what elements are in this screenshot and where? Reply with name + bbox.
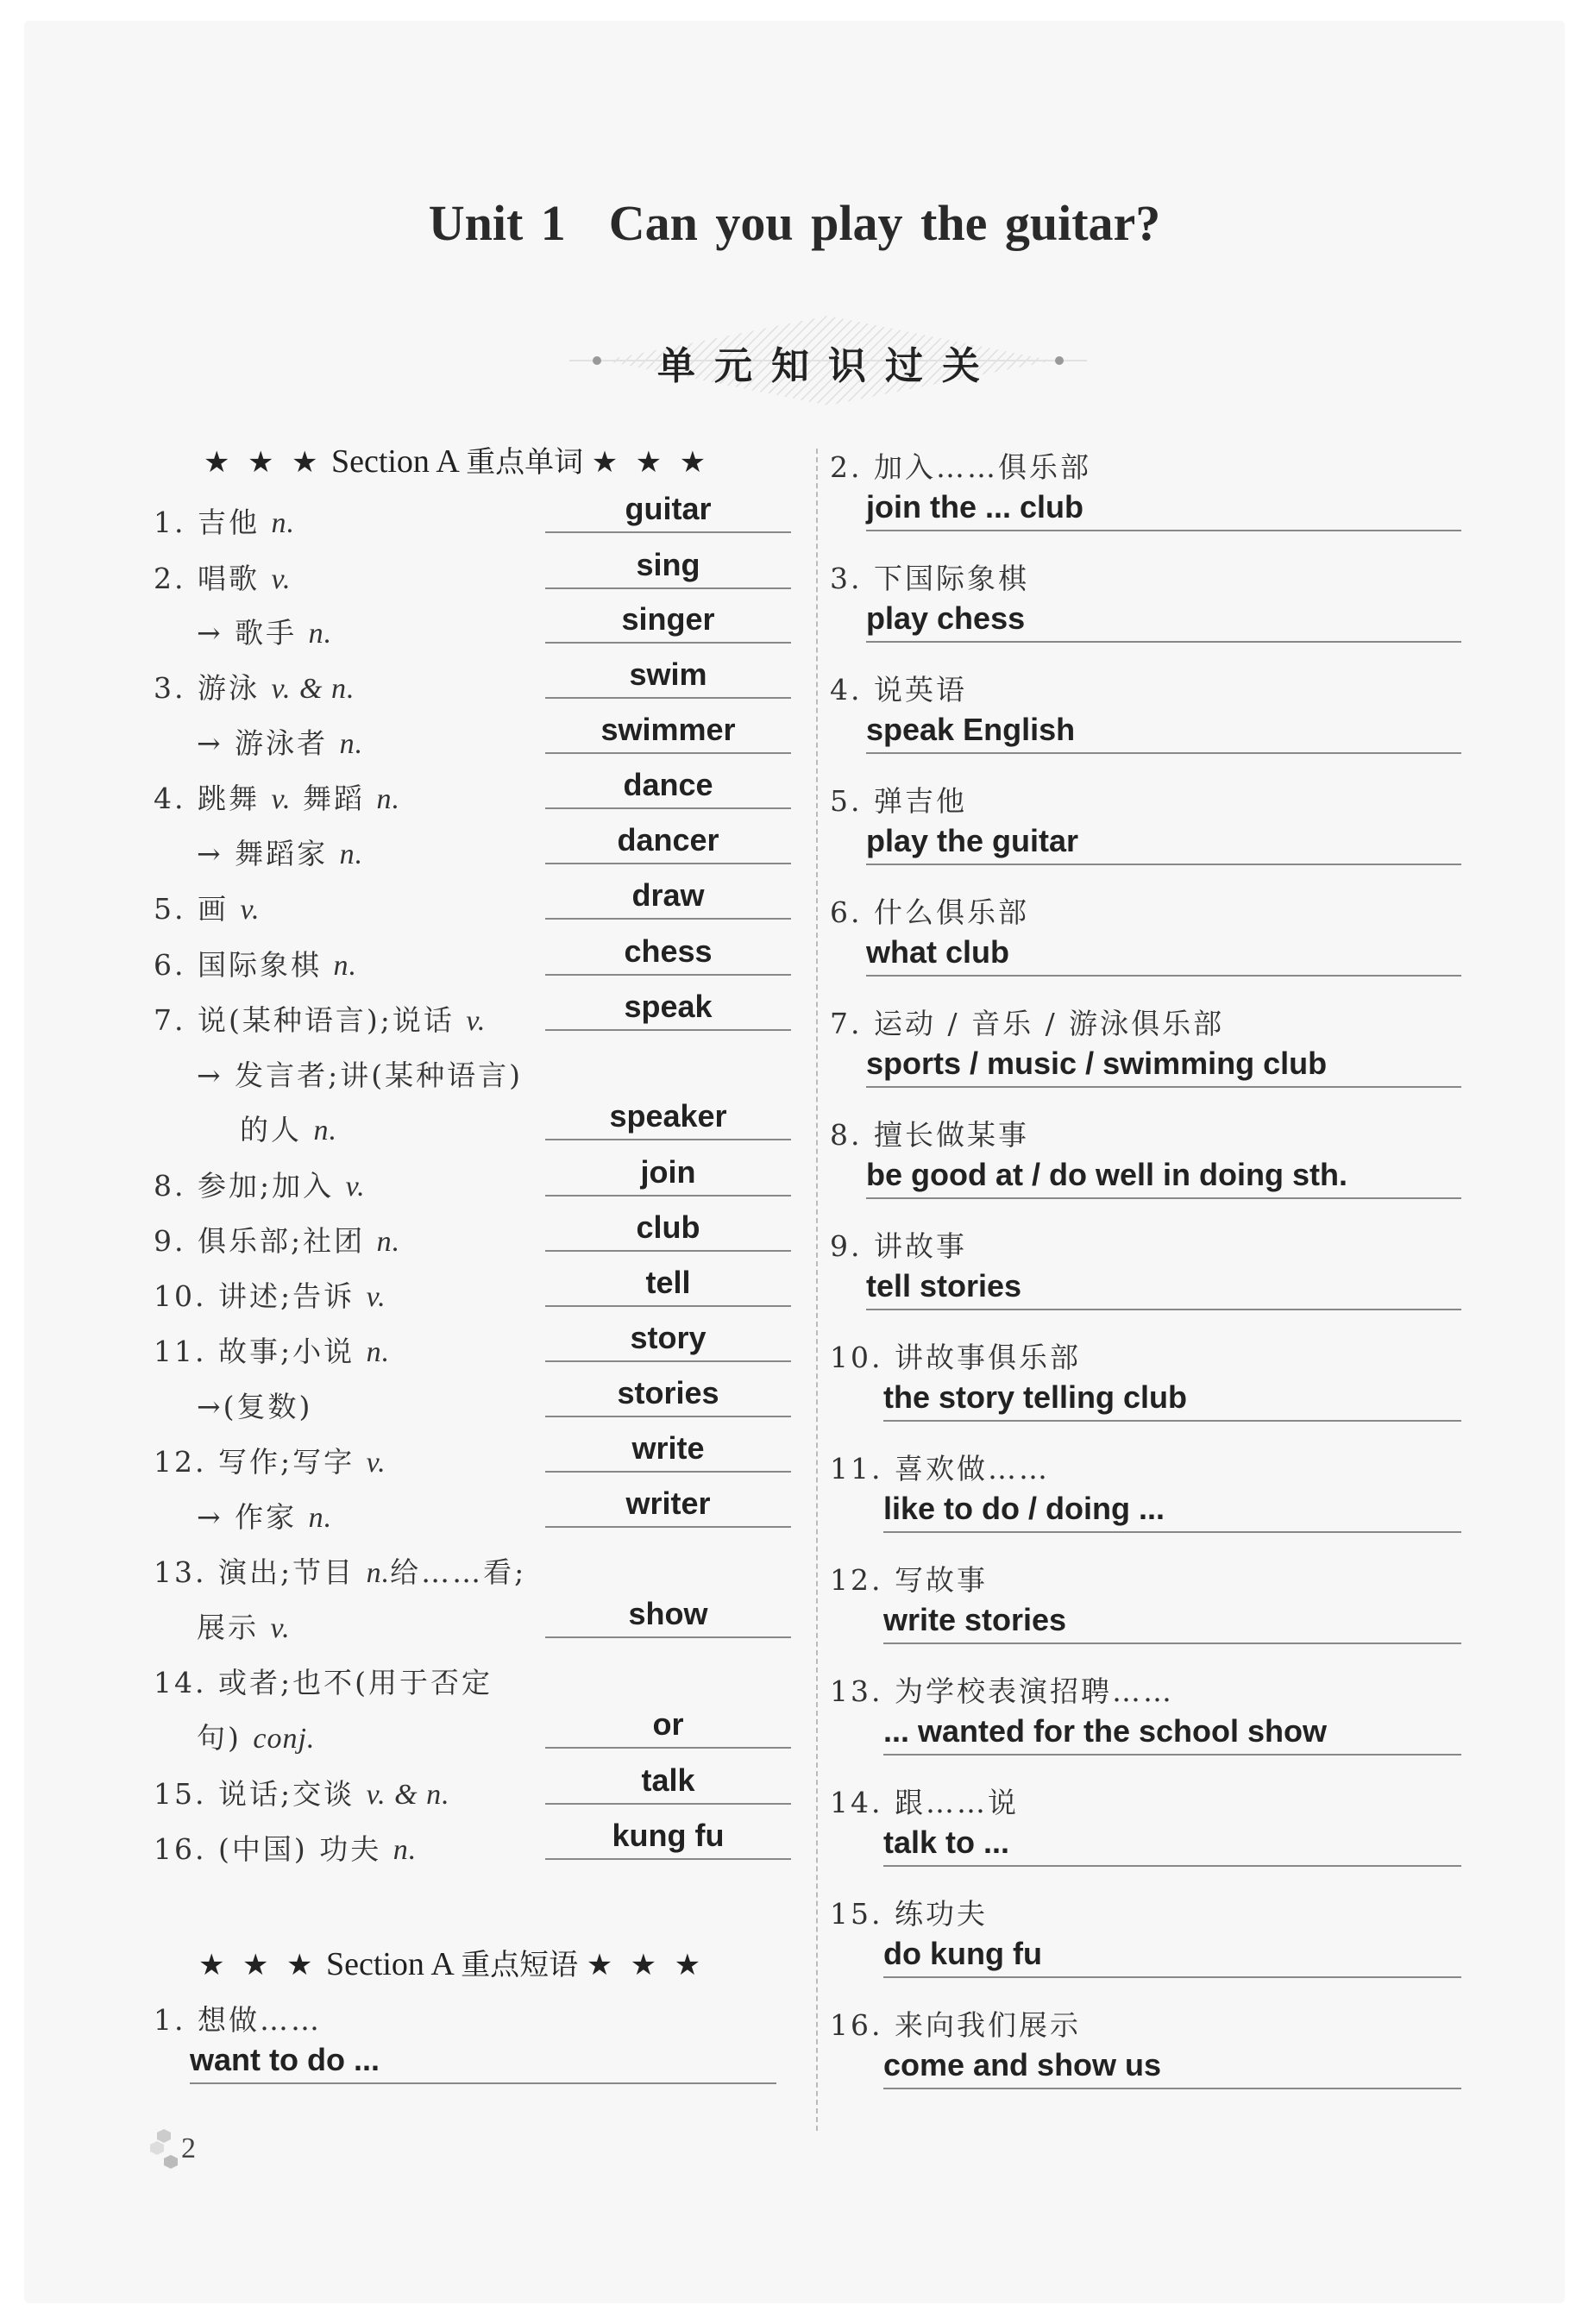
column-divider xyxy=(816,449,818,2131)
vocab-cn: 8. 参加;加入 xyxy=(154,1169,346,1203)
part-of-speech: v. xyxy=(466,1005,487,1037)
vocab-cn: 6. 国际象棋 xyxy=(154,948,334,982)
vocab-answer: sing xyxy=(545,548,791,589)
vocab-cn: 5. 画 xyxy=(154,892,241,926)
phrase-section-header xyxy=(198,1941,706,1983)
phrase-prompt: 2. 加入……俱乐部 xyxy=(830,450,1091,484)
phrase-prompt: 4. 说英语 xyxy=(830,673,967,707)
vocab-answer: join xyxy=(545,1155,791,1197)
vocab-cn: 9. 俱乐部;社团 xyxy=(154,1224,377,1258)
vocab-prompt xyxy=(154,1274,386,1315)
part-of-speech: n. xyxy=(339,839,364,870)
vocab-prompt xyxy=(154,1164,366,1204)
phrase-prompt: 11. 喜欢做…… xyxy=(830,1452,1050,1485)
vocab-answer: story xyxy=(545,1321,791,1362)
vocab-prompt xyxy=(154,666,355,707)
vocab-cn: 12. 写作;写字 xyxy=(154,1445,367,1479)
part-of-speech: n. xyxy=(333,950,357,982)
vocab-prompt xyxy=(197,611,332,651)
part-of-speech: n. xyxy=(339,728,364,760)
phrase-prompt: 8. 擅长做某事 xyxy=(830,1118,1029,1152)
phrase-answer: the story telling club xyxy=(883,1380,1461,1422)
phrase-prompt: 7. 运动 / 音乐 / 游泳俱乐部 xyxy=(830,1007,1225,1040)
phrase-answer: join the ... club xyxy=(866,490,1461,531)
vocab-cn: 15. 说话;交谈 xyxy=(154,1777,367,1811)
vocab-prompt xyxy=(197,1605,291,1646)
vocab-cn: 的人 xyxy=(240,1113,314,1146)
phrase-answer: sports / music / swimming club xyxy=(866,1046,1461,1088)
vocab-prompt xyxy=(197,1053,523,1094)
part-of-speech: v. xyxy=(366,1281,386,1313)
vocab-answer: kung fu xyxy=(545,1818,791,1860)
vocab-answer: or xyxy=(545,1707,791,1749)
vocab-answer: tell xyxy=(545,1266,791,1307)
part-of-speech: n. xyxy=(366,1336,391,1368)
vocab-answer: stories xyxy=(545,1376,791,1417)
phrase-answer: want to do ... xyxy=(190,2043,776,2084)
part-of-speech: v. xyxy=(366,1447,386,1479)
part-of-speech: v. xyxy=(270,1612,291,1644)
vocab-cn: → 发言者;讲(某种语言) xyxy=(197,1058,524,1092)
vocab-prompt xyxy=(197,1716,315,1756)
vocab-prompt xyxy=(240,1108,337,1148)
phrase-prompt: 13. 为学校表演招聘…… xyxy=(830,1674,1174,1708)
phrase-prompt: 1. 想做…… xyxy=(154,2003,322,2037)
banner-title: 单元知识过关 xyxy=(657,344,999,388)
section-banner xyxy=(569,309,1087,412)
phrase-prompt: 3. 下国际象棋 xyxy=(830,562,1029,595)
page-number: 2 xyxy=(181,2132,196,2164)
phrase-prompt: 9. 讲故事 xyxy=(830,1229,967,1263)
vocab-answer: club xyxy=(545,1210,791,1252)
vocab-cn: → 作家 xyxy=(197,1500,309,1534)
section-label: Section A xyxy=(325,1946,453,1982)
phrase-answer: be good at / do well in doing sth. xyxy=(866,1158,1461,1199)
vocab-prompt xyxy=(154,1219,400,1259)
vocab-cn: 7. 说(某种语言);说话 xyxy=(154,1003,467,1037)
vocab-answer: write xyxy=(545,1431,791,1473)
unit-number: Unit 1 xyxy=(428,195,566,251)
part-of-speech: v. xyxy=(271,563,292,595)
vocab-answer: swimmer xyxy=(545,713,791,754)
vocab-section-header xyxy=(204,438,711,481)
star-icons: ★ ★ ★ xyxy=(198,1950,318,1982)
part-of-speech: n. xyxy=(271,507,295,539)
vocab-cn: 14. 或者;也不(用于否定 xyxy=(154,1666,493,1699)
phrase-prompt: 16. 来向我们展示 xyxy=(830,2008,1081,2042)
phrase-answer: play the guitar xyxy=(866,824,1461,865)
star-icons: ★ ★ ★ xyxy=(204,447,323,479)
vocab-cn: 13. 演出;节目 xyxy=(154,1555,367,1589)
star-icons: ★ ★ ★ xyxy=(586,1950,707,1982)
vocab-answer: chess xyxy=(545,934,791,976)
phrase-prompt: 5. 弹吉他 xyxy=(830,784,967,818)
vocab-prompt xyxy=(197,721,363,762)
vocab-prompt xyxy=(154,998,486,1039)
vocab-cn: 舞蹈 xyxy=(291,782,377,815)
part-of-speech: n. xyxy=(313,1115,337,1146)
vocab-answer: draw xyxy=(545,878,791,920)
vocab-prompt xyxy=(197,1385,312,1425)
vocab-answer: speak xyxy=(545,989,791,1031)
vocab-cn: → 舞蹈家 xyxy=(197,837,340,870)
phrase-answer: do kung fu xyxy=(883,1937,1461,1978)
vocab-prompt xyxy=(154,500,295,541)
part-of-speech: n. xyxy=(366,1557,391,1589)
unit-title-text: Can you play the guitar? xyxy=(608,195,1161,251)
vocab-answer: writer xyxy=(545,1486,791,1528)
vocab-prompt xyxy=(154,1772,450,1812)
part-of-speech: n. xyxy=(376,783,401,815)
vocab-cn: 给……看; xyxy=(390,1555,527,1589)
part-of-speech: v. xyxy=(271,783,292,815)
phrase-prompt: 10. 讲故事俱乐部 xyxy=(830,1341,1081,1374)
part-of-speech: n. xyxy=(308,1502,333,1534)
vocab-answer: guitar xyxy=(545,492,791,533)
phrase-answer: come and show us xyxy=(883,2048,1461,2089)
vocab-cn: 11. 故事;小说 xyxy=(154,1335,367,1368)
vocab-prompt xyxy=(154,776,400,817)
phrase-answer: speak English xyxy=(866,713,1461,754)
vocab-answer: dance xyxy=(545,768,791,809)
part-of-speech: conj. xyxy=(253,1723,316,1755)
vocab-answer: speaker xyxy=(545,1099,791,1140)
vocab-prompt xyxy=(154,1550,526,1591)
part-of-speech: n. xyxy=(376,1226,401,1258)
section-cn-label: 重点单词 xyxy=(466,445,584,480)
phrase-answer: talk to ... xyxy=(883,1825,1461,1867)
vocab-prompt xyxy=(197,832,363,872)
vocab-answer: singer xyxy=(545,602,791,644)
star-icons: ★ ★ ★ xyxy=(591,447,712,479)
phrase-prompt: 14. 跟……说 xyxy=(830,1786,1019,1819)
vocab-cn: → 游泳者 xyxy=(197,726,340,760)
vocab-prompt xyxy=(154,887,261,927)
vocab-prompt xyxy=(197,1495,332,1536)
phrase-answer: tell stories xyxy=(866,1269,1461,1310)
vocab-cn: → 歌手 xyxy=(197,616,309,650)
vocab-cn: 3. 游泳 xyxy=(154,671,272,705)
vocab-cn: →(复数) xyxy=(197,1390,313,1423)
part-of-speech: v. & n. xyxy=(366,1779,450,1811)
vocab-cn: 16. (中国) 功夫 xyxy=(154,1832,393,1866)
vocab-answer: swim xyxy=(545,657,791,699)
vocab-cn: 2. 唱歌 xyxy=(154,562,272,595)
vocab-prompt xyxy=(154,556,292,597)
vocab-answer: dancer xyxy=(545,823,791,864)
part-of-speech: n. xyxy=(393,1834,418,1866)
section-label: Section A xyxy=(330,443,458,480)
phrase-prompt: 12. 写故事 xyxy=(830,1563,988,1597)
phrase-prompt: 6. 什么俱乐部 xyxy=(830,895,1029,929)
phrase-answer: what club xyxy=(866,935,1461,977)
vocab-prompt xyxy=(154,1329,390,1370)
vocab-answer: talk xyxy=(545,1763,791,1805)
vocab-cn: 4. 跳舞 xyxy=(154,782,272,815)
vocab-cn: 句) xyxy=(197,1721,254,1755)
part-of-speech: n. xyxy=(308,618,333,650)
phrase-answer: write stories xyxy=(883,1603,1461,1644)
vocab-answer: show xyxy=(545,1597,791,1638)
phrase-answer: ... wanted for the school show xyxy=(883,1714,1461,1756)
part-of-speech: v. xyxy=(345,1171,366,1203)
vocab-cn: 展示 xyxy=(197,1611,271,1644)
vocab-cn: 10. 讲述;告诉 xyxy=(154,1279,367,1313)
phrase-prompt: 15. 练功夫 xyxy=(830,1897,988,1931)
vocab-prompt xyxy=(154,943,357,983)
part-of-speech: v. xyxy=(240,894,261,926)
vocab-prompt xyxy=(154,1661,493,1701)
vocab-cn: 1. 吉他 xyxy=(154,506,272,539)
phrase-answer: play chess xyxy=(866,601,1461,643)
vocab-prompt xyxy=(154,1440,386,1480)
unit-title xyxy=(0,194,1589,252)
vocab-prompt xyxy=(154,1827,417,1868)
part-of-speech: v. & n. xyxy=(271,673,355,705)
section-cn-label: 重点短语 xyxy=(461,1948,579,1982)
phrase-answer: like to do / doing ... xyxy=(883,1492,1461,1533)
